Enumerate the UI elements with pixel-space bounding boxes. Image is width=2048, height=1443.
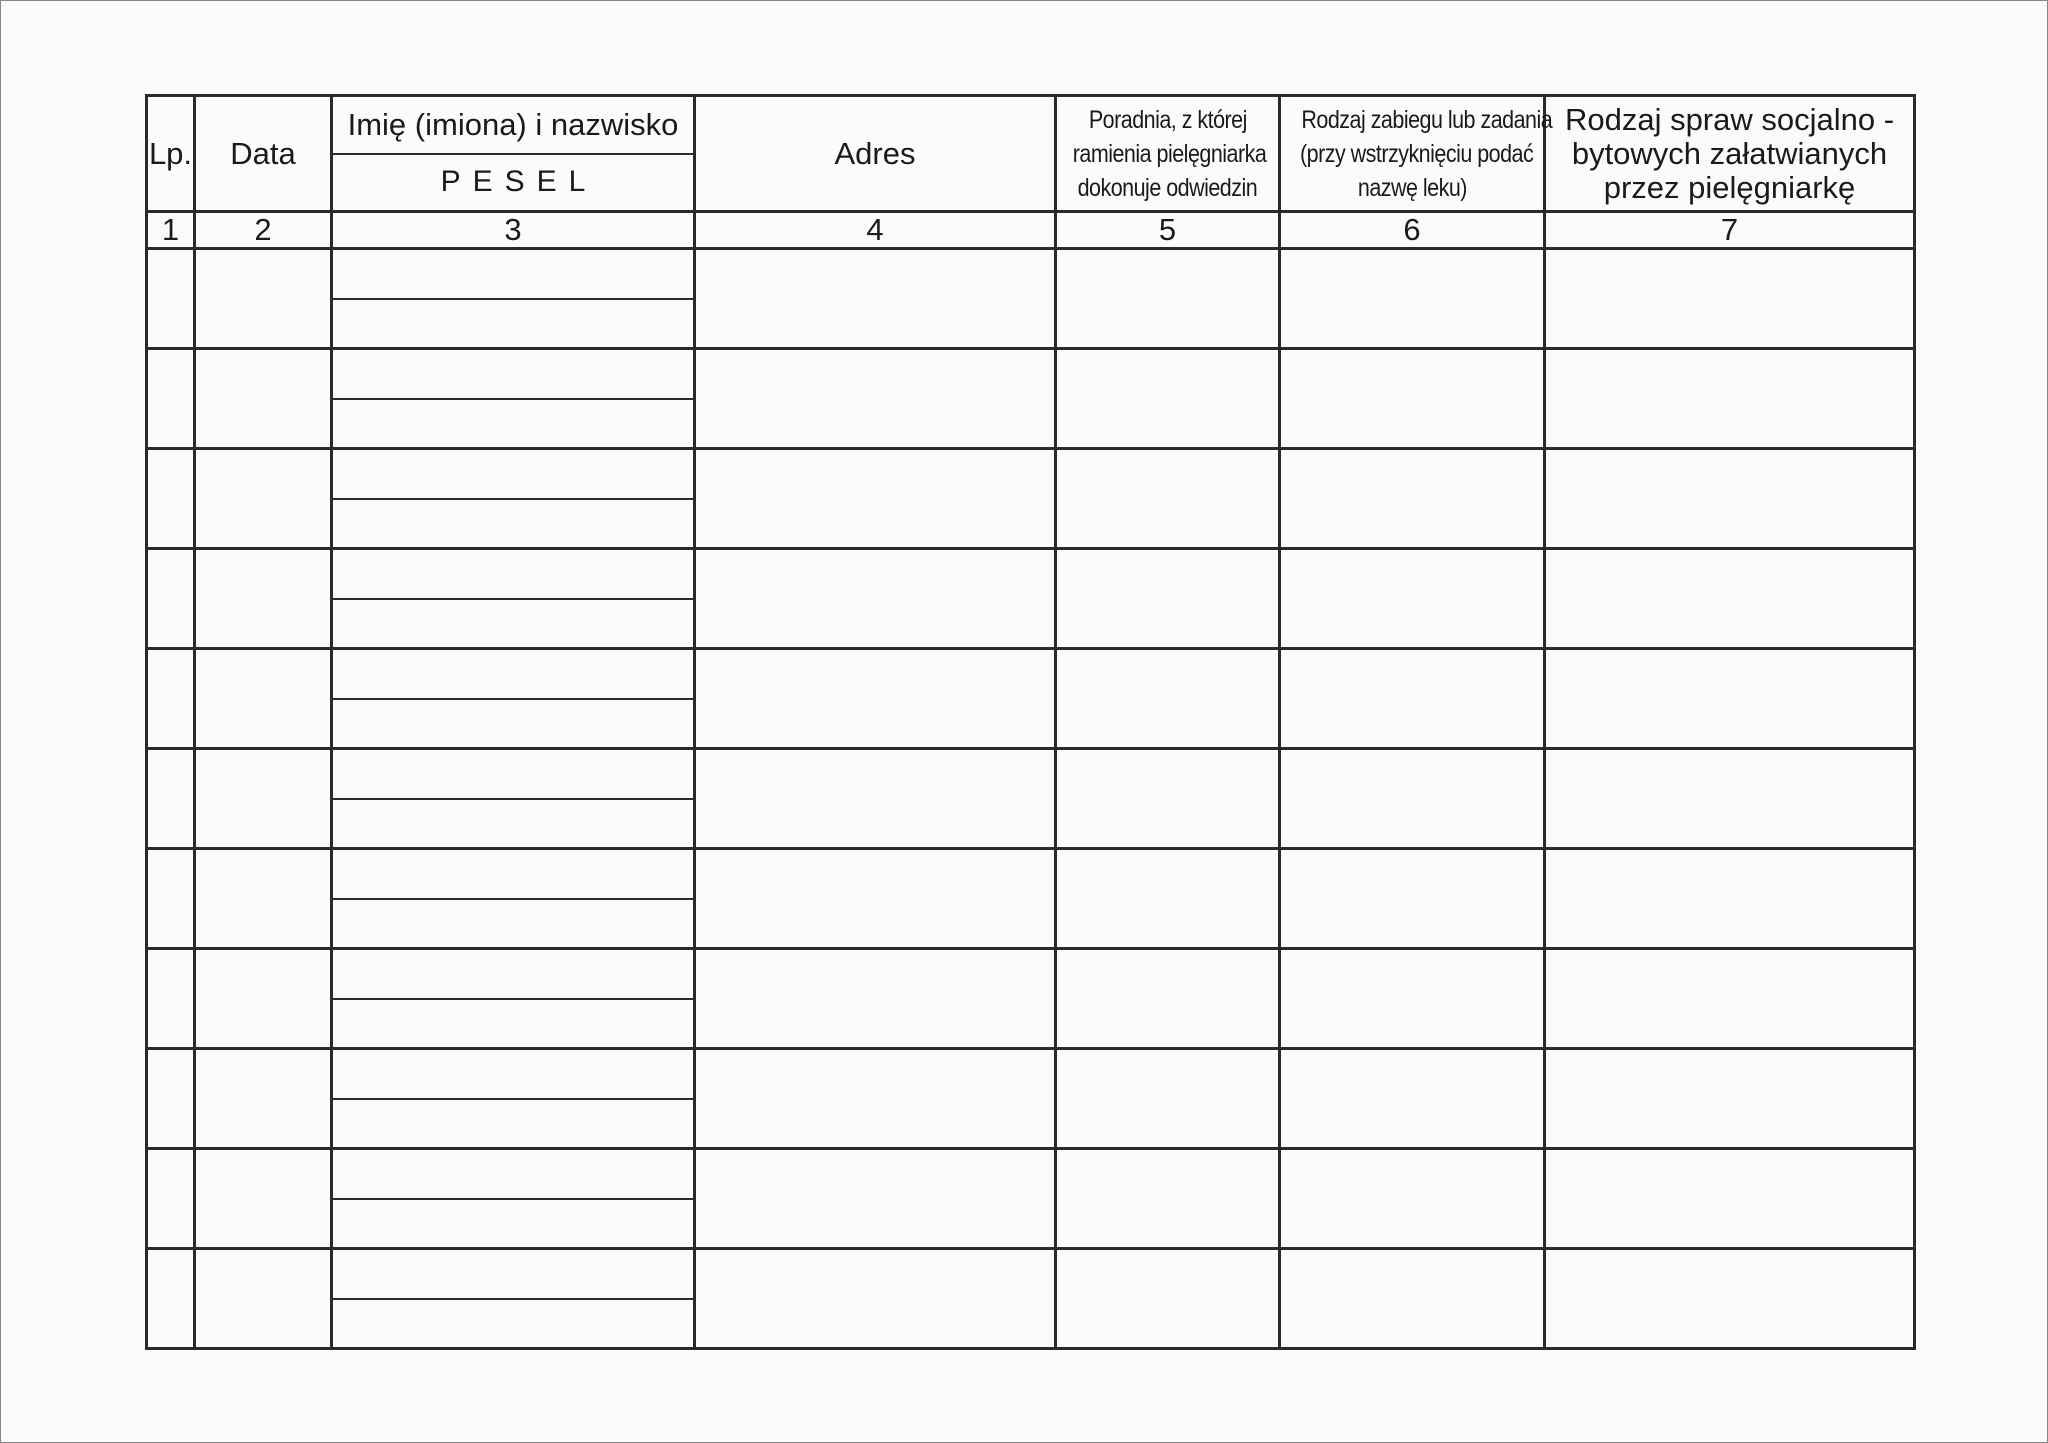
address-cell[interactable] <box>695 649 1056 749</box>
social-matters-cell[interactable] <box>1545 849 1915 949</box>
procedure-cell[interactable] <box>1280 1249 1545 1349</box>
pesel-field[interactable] <box>333 1100 693 1148</box>
lp-cell[interactable] <box>147 349 195 449</box>
name-pesel-split <box>333 1250 693 1347</box>
name-field[interactable] <box>333 450 693 500</box>
date-cell[interactable] <box>195 1049 332 1149</box>
social-matters-cell[interactable] <box>1545 549 1915 649</box>
date-cell[interactable] <box>195 1149 332 1249</box>
date-cell[interactable] <box>195 749 332 849</box>
date-cell[interactable] <box>195 249 332 349</box>
name-field[interactable] <box>333 550 693 600</box>
table-row <box>147 749 1915 849</box>
procedure-cell[interactable] <box>1280 949 1545 1049</box>
header-sprawy-line: przez pielęgniarkę <box>1603 169 1856 205</box>
name-pesel-split <box>333 750 693 847</box>
address-cell[interactable] <box>695 1249 1056 1349</box>
date-cell[interactable] <box>195 349 332 449</box>
column-number-row <box>147 212 1915 249</box>
column-number: 7 <box>1545 212 1915 249</box>
name-pesel-cell[interactable] <box>332 549 695 649</box>
date-cell[interactable] <box>195 649 332 749</box>
table-row <box>147 1249 1915 1349</box>
name-field[interactable] <box>333 1150 693 1200</box>
name-pesel-cell[interactable] <box>332 1049 695 1149</box>
pesel-field[interactable] <box>333 1000 693 1048</box>
header-zabieg-line: nazwę leku) <box>1357 173 1467 202</box>
table-row <box>147 1049 1915 1149</box>
name-field[interactable] <box>333 1250 693 1300</box>
column-number: 4 <box>695 212 1056 249</box>
lp-cell[interactable] <box>147 949 195 1049</box>
column-number: 6 <box>1280 212 1545 249</box>
procedure-cell[interactable] <box>1280 649 1545 749</box>
procedure-cell[interactable] <box>1280 549 1545 649</box>
clinic-cell[interactable] <box>1056 1149 1280 1249</box>
name-pesel-cell[interactable] <box>332 1249 695 1349</box>
address-cell[interactable] <box>695 249 1056 349</box>
social-matters-cell[interactable] <box>1545 1149 1915 1249</box>
header-sprawy-line: bytowych załatwianych <box>1571 135 1888 171</box>
name-pesel-split <box>333 350 693 447</box>
header-zabieg-line: (przy wstrzyknięciu podać <box>1299 139 1534 168</box>
procedure-cell[interactable] <box>1280 1049 1545 1149</box>
social-matters-cell[interactable] <box>1545 349 1915 449</box>
pesel-field[interactable] <box>333 400 693 448</box>
column-number: 3 <box>332 212 695 249</box>
date-cell[interactable] <box>195 449 332 549</box>
pesel-field[interactable] <box>333 600 693 648</box>
date-cell[interactable] <box>195 549 332 649</box>
lp-cell[interactable] <box>147 249 195 349</box>
lp-cell[interactable] <box>147 749 195 849</box>
lp-cell[interactable] <box>147 649 195 749</box>
name-pesel-cell[interactable] <box>332 449 695 549</box>
address-cell[interactable] <box>695 449 1056 549</box>
name-pesel-cell[interactable] <box>332 949 695 1049</box>
header-lp: Lp. <box>147 96 195 212</box>
lp-cell[interactable] <box>147 549 195 649</box>
table-row <box>147 249 1915 349</box>
pesel-field[interactable] <box>333 800 693 848</box>
table-row <box>147 849 1915 949</box>
header-adres: Adres <box>695 96 1056 212</box>
name-pesel-cell[interactable] <box>332 249 695 349</box>
header-poradnia <box>1056 96 1280 212</box>
name-pesel-split <box>333 850 693 947</box>
name-field[interactable] <box>333 950 693 1000</box>
address-cell[interactable] <box>695 349 1056 449</box>
address-cell[interactable] <box>695 749 1056 849</box>
address-cell[interactable] <box>695 549 1056 649</box>
pesel-field[interactable] <box>333 700 693 748</box>
pesel-field[interactable] <box>333 1200 693 1248</box>
procedure-cell[interactable] <box>1280 449 1545 549</box>
lp-cell[interactable] <box>147 1149 195 1249</box>
clinic-cell[interactable] <box>1056 549 1280 649</box>
name-field[interactable] <box>333 1050 693 1100</box>
header-row <box>147 96 1915 212</box>
pesel-field[interactable] <box>333 1300 693 1348</box>
social-matters-cell[interactable] <box>1545 249 1915 349</box>
clinic-cell[interactable] <box>1056 949 1280 1049</box>
name-pesel-cell[interactable] <box>332 849 695 949</box>
clinic-cell[interactable] <box>1056 1249 1280 1349</box>
column-number: 2 <box>195 212 332 249</box>
header-zabieg <box>1280 96 1553 212</box>
social-matters-cell[interactable] <box>1545 1249 1915 1349</box>
pesel-field[interactable] <box>333 500 693 548</box>
lp-cell[interactable] <box>147 449 195 549</box>
clinic-cell[interactable] <box>1056 449 1280 549</box>
clinic-cell[interactable] <box>1056 849 1280 949</box>
table-row <box>147 349 1915 449</box>
lp-cell[interactable] <box>147 849 195 949</box>
pesel-field[interactable] <box>333 300 693 348</box>
header-name-pesel <box>332 96 695 212</box>
lp-cell[interactable] <box>147 1249 195 1349</box>
clinic-cell[interactable] <box>1056 1049 1280 1149</box>
column-number: 1 <box>147 212 195 249</box>
date-cell[interactable] <box>195 1249 332 1349</box>
name-field[interactable] <box>333 350 693 400</box>
name-pesel-split <box>333 1150 693 1247</box>
header-poradnia-line: dokonuje odwiedzin <box>1077 173 1258 202</box>
procedure-cell[interactable] <box>1280 249 1545 349</box>
name-field[interactable] <box>333 250 693 300</box>
date-cell[interactable] <box>195 849 332 949</box>
social-matters-cell[interactable] <box>1545 749 1915 849</box>
social-matters-cell[interactable] <box>1545 949 1915 1049</box>
clinic-cell[interactable] <box>1056 249 1280 349</box>
name-field[interactable] <box>333 850 693 900</box>
name-pesel-cell[interactable] <box>332 1149 695 1249</box>
name-pesel-split <box>333 550 693 647</box>
visit-register-table <box>145 94 1916 1350</box>
pesel-field[interactable] <box>333 900 693 948</box>
name-pesel-split <box>333 650 693 747</box>
lp-cell[interactable] <box>147 1049 195 1149</box>
address-cell[interactable] <box>695 949 1056 1049</box>
address-cell[interactable] <box>695 1049 1056 1149</box>
name-field[interactable] <box>333 650 693 700</box>
procedure-cell[interactable] <box>1280 349 1545 449</box>
name-pesel-split <box>333 250 693 347</box>
header-poradnia-line: Poradnia, z której <box>1088 105 1247 134</box>
table-row <box>147 949 1915 1049</box>
header-poradnia-line: ramienia pielęgniarka <box>1072 139 1267 168</box>
procedure-cell[interactable] <box>1280 749 1545 849</box>
clinic-cell[interactable] <box>1056 749 1280 849</box>
table-row <box>147 449 1915 549</box>
header-zabieg-line: Rodzaj zabiegu lub zadania <box>1301 105 1553 134</box>
address-cell[interactable] <box>695 849 1056 949</box>
procedure-cell[interactable] <box>1280 1149 1545 1249</box>
clinic-cell[interactable] <box>1056 649 1280 749</box>
header-sprawy-line: Rodzaj spraw socjalno - <box>1564 101 1895 137</box>
table-row <box>147 649 1915 749</box>
header-name: Imię (imiona) i nazwisko <box>333 97 693 155</box>
social-matters-cell[interactable] <box>1545 649 1915 749</box>
name-field[interactable] <box>333 750 693 800</box>
social-matters-cell[interactable] <box>1545 1049 1915 1149</box>
date-cell[interactable] <box>195 949 332 1049</box>
name-pesel-cell[interactable] <box>332 349 695 449</box>
name-pesel-split <box>333 1050 693 1147</box>
header-pesel: PESEL <box>440 165 598 199</box>
column-number: 5 <box>1056 212 1280 249</box>
header-data: Data <box>195 96 332 212</box>
clinic-cell[interactable] <box>1056 349 1280 449</box>
header-sprawy <box>1545 96 1915 212</box>
name-pesel-cell[interactable] <box>332 649 695 749</box>
address-cell[interactable] <box>695 1149 1056 1249</box>
name-pesel-split <box>333 450 693 547</box>
entry-rows <box>147 249 1915 1349</box>
table-row <box>147 1149 1915 1249</box>
procedure-cell[interactable] <box>1280 849 1545 949</box>
table-row <box>147 549 1915 649</box>
name-pesel-split <box>333 950 693 1047</box>
name-pesel-cell[interactable] <box>332 749 695 849</box>
social-matters-cell[interactable] <box>1545 449 1915 549</box>
